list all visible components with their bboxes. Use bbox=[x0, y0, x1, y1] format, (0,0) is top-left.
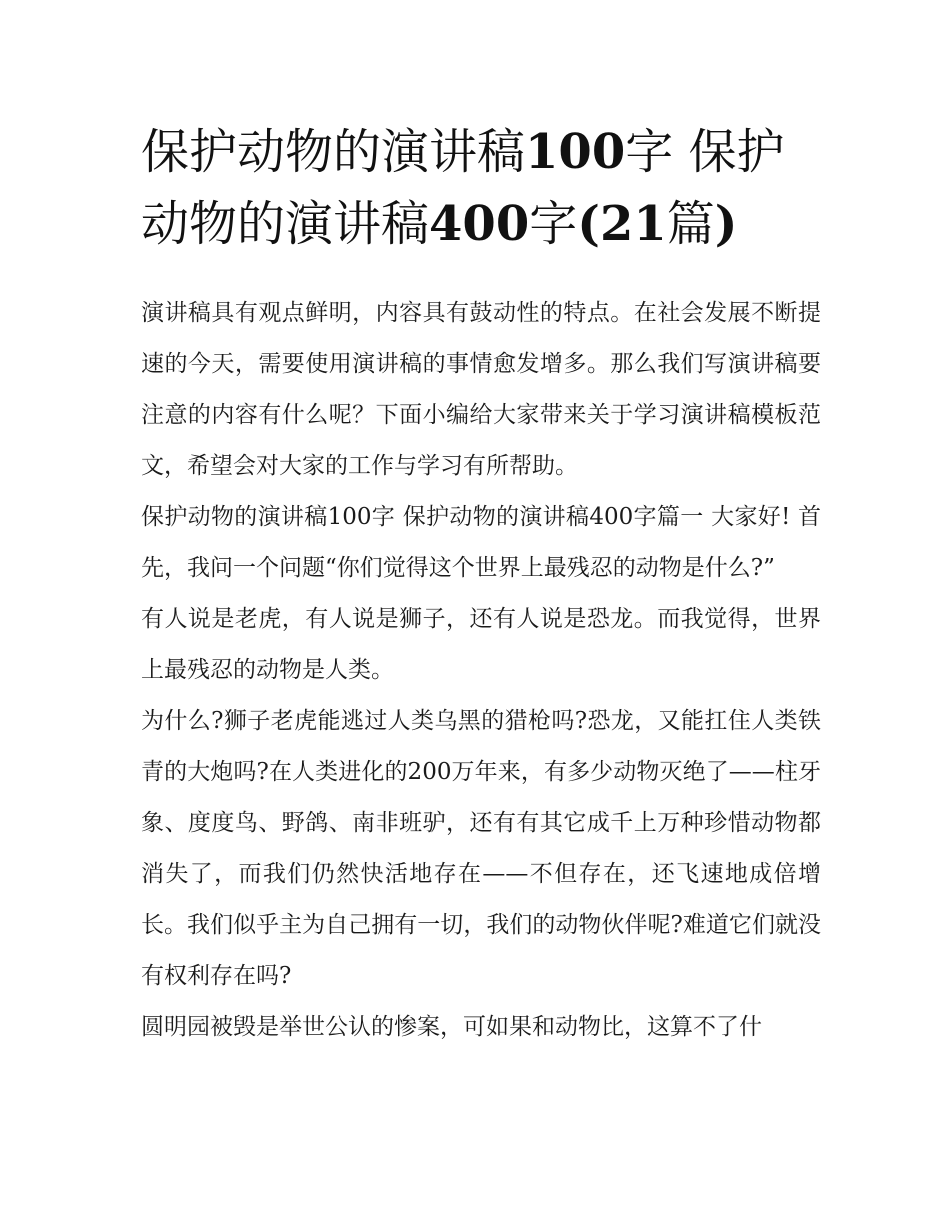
document-body bbox=[141, 288, 821, 1053]
paragraph-yuanmingyuan: 圆明园被毁是举世公认的惨案，可如果和动物比，这算不了什 bbox=[141, 1014, 762, 1040]
paragraph-answers: 有人说是老虎，有人说是狮子，还有人说是恐龙。而我觉得，世界上最残忍的动物是人类。 bbox=[141, 606, 821, 683]
paragraph-opening: 保护动物的演讲稿100字 保护动物的演讲稿400字篇一 大家好! 首先，我问一个问题“你们觉得这个世界上最残忍的动物是什么?” bbox=[141, 504, 821, 581]
paragraph-intro: 演讲稿具有观点鲜明，内容具有鼓动性的特点。在社会发展不断提速的今天，需要使用演讲稿的事情愈发增多。那么我们写演讲稿要注意的内容有什么呢？下面小编给大家带来关于学习演讲稿模板范文，希望会对大家的工作与学习有所帮助。 bbox=[141, 300, 821, 479]
document-content bbox=[141, 116, 821, 1053]
document-title: 保护动物的演讲稿100字 保护动物的演讲稿400字(21篇) bbox=[141, 124, 785, 252]
paragraph-why: 为什么?狮子老虎能逃过人类乌黑的猎枪吗?恐龙，又能扛住人类铁青的大炮吗?在人类进化的200万年来，有多少动物灭绝了——柱牙象、度度鸟、野鸽、南非班驴，还有有其它成千上万种珍惜动物都消失了，而我们仍然快活地存在——不但存在，还飞速地成倍增长。我们似乎主为自己拥有一切，我们的动物伙伴呢?难道它们就没有权利存在吗? bbox=[141, 708, 821, 989]
